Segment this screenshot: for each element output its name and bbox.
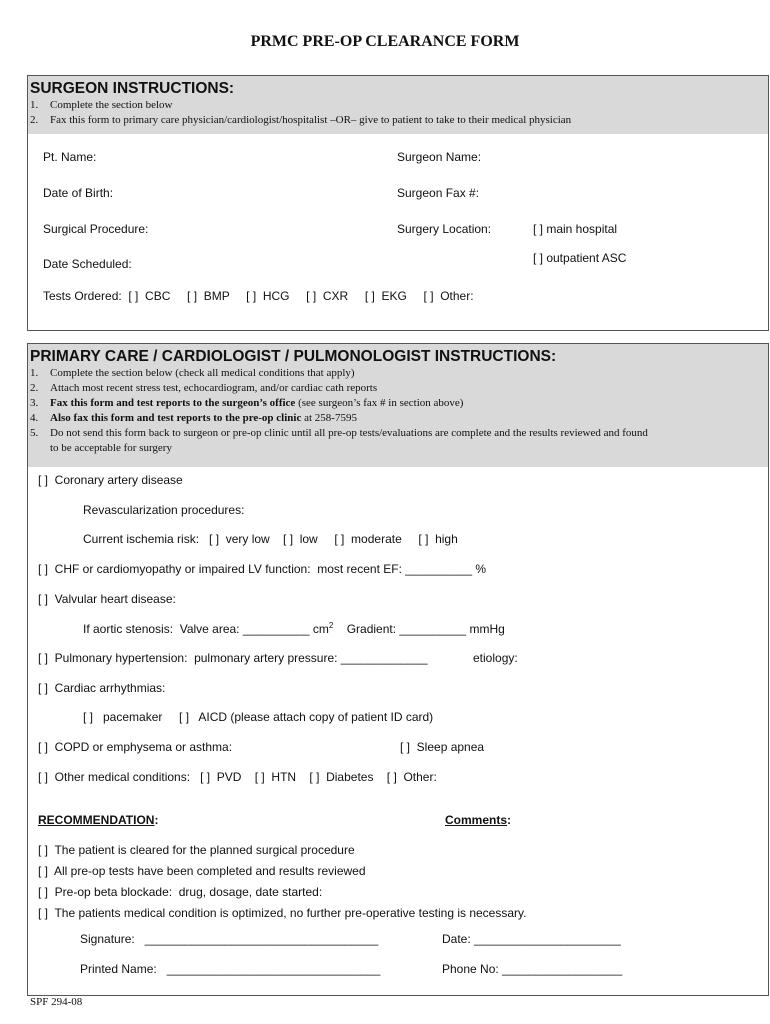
tests-ordered-row[interactable]: Tests Ordered: [ ] CBC [ ] BMP [ ] HCG [ ] CXR [ ] EKG [ ] Other: bbox=[43, 289, 474, 303]
pcp-instruction-4: 4. Also fax this form and test reports to the pre-op clinic at 258-7595 bbox=[30, 412, 357, 424]
form-code: SPF 294-08 bbox=[30, 996, 83, 1008]
arrhythmia-checkbox[interactable]: [ ] Cardiac arrhythmias: bbox=[38, 681, 166, 695]
pcp-instruction-1: 1. Complete the section below (check all medical conditions that apply) bbox=[30, 367, 355, 379]
printed-name-field[interactable]: Printed Name: ________________________________ bbox=[80, 962, 381, 976]
etiology-field[interactable]: etiology: bbox=[473, 651, 518, 665]
pulmonary-hypertension-row[interactable]: [ ] Pulmonary hypertension: pulmonary artery pressure: _____________ bbox=[38, 651, 428, 665]
pcp-instruction-5-cont: to be acceptable for surgery bbox=[50, 442, 172, 454]
rec-beta-blockade-checkbox[interactable]: [ ] Pre-op beta blockade: drug, dosage, date started: bbox=[38, 885, 323, 899]
dob-field[interactable]: Date of Birth: bbox=[43, 186, 114, 200]
pcp-instruction-5: 5. Do not send this form back to surgeon or pre-op clinic until all pre-op tests/evaluations are complete and the results reviewed and found bbox=[30, 427, 648, 439]
cad-checkbox[interactable]: [ ] Coronary artery disease bbox=[38, 473, 183, 487]
surgeon-name-field[interactable]: Surgeon Name: bbox=[397, 150, 482, 164]
pcp-instruction-2: 2. Attach most recent stress test, echocardiogram, and/or cardiac cath reports bbox=[30, 382, 378, 394]
pcp-instruction-3: 3. Fax this form and test reports to the surgeon’s office (see surgeon’s fax # in section above) bbox=[30, 397, 464, 409]
pcp-header: PRIMARY CARE / CARDIOLOGIST / PULMONOLOGIST INSTRUCTIONS: bbox=[30, 348, 557, 365]
rec-optimized-checkbox[interactable]: [ ] The patients medical condition is optimized, no further pre-operative testing is necessary. bbox=[38, 906, 527, 920]
date-scheduled-field[interactable]: Date Scheduled: bbox=[43, 257, 132, 271]
pacemaker-aicd-row[interactable]: [ ] pacemaker [ ] AICD (please attach copy of patient ID card) bbox=[83, 710, 434, 724]
surgeon-header: SURGEON INSTRUCTIONS: bbox=[30, 80, 235, 97]
comments-heading: Comments: bbox=[445, 813, 512, 827]
surgical-procedure-field[interactable]: Surgical Procedure: bbox=[43, 222, 149, 236]
surgeon-instruction-2: 2. Fax this form to primary care physician/cardiologist/hospitalist –OR– give to patient to take to their medical physician bbox=[30, 114, 572, 126]
copd-checkbox[interactable]: [ ] COPD or emphysema or asthma: bbox=[38, 740, 233, 754]
aortic-stenosis-row[interactable]: If aortic stenosis: Valve area: __________ $cm^2$ Gradient: __________ mmHg bbox=[83, 621, 505, 636]
pt-name-field[interactable]: Pt. Name: bbox=[43, 150, 97, 164]
surgeon-instruction-1: 1. Complete the section below bbox=[30, 99, 173, 111]
other-conditions-row[interactable]: [ ] Other medical conditions: [ ] PVD [ ] HTN [ ] Diabetes [ ] Other: bbox=[38, 770, 437, 784]
ischemia-risk-row[interactable]: Current ischemia risk: [ ] very low [ ] low [ ] moderate [ ] high bbox=[83, 532, 458, 546]
surgery-location-label: Surgery Location: bbox=[397, 222, 492, 236]
form-title: PRMC PRE-OP CLEARANCE FORM bbox=[250, 33, 520, 50]
phone-field[interactable]: Phone No: __________________ bbox=[442, 962, 623, 976]
date-field[interactable]: Date: ______________________ bbox=[442, 932, 621, 946]
surgeon-fax-field[interactable]: Surgeon Fax #: bbox=[397, 186, 480, 200]
sleep-apnea-checkbox[interactable]: [ ] Sleep apnea bbox=[400, 740, 485, 754]
location-main-hospital-checkbox[interactable]: [ ] main hospital bbox=[533, 222, 618, 236]
valvular-checkbox[interactable]: [ ] Valvular heart disease: bbox=[38, 592, 176, 606]
rec-tests-complete-checkbox[interactable]: [ ] All pre-op tests have been completed and results reviewed bbox=[38, 864, 366, 878]
recommendation-heading: RECOMMENDATION: bbox=[38, 813, 159, 827]
chf-row[interactable]: [ ] CHF or cardiomyopathy or impaired LV function: most recent EF: __________ % bbox=[38, 562, 486, 576]
revascularization-field[interactable]: Revascularization procedures: bbox=[83, 503, 245, 517]
rec-cleared-checkbox[interactable]: [ ] The patient is cleared for the planned surgical procedure bbox=[38, 843, 355, 857]
location-outpatient-checkbox[interactable]: [ ] outpatient ASC bbox=[533, 251, 627, 265]
signature-field[interactable]: Signature: ___________________________________ bbox=[80, 932, 379, 946]
